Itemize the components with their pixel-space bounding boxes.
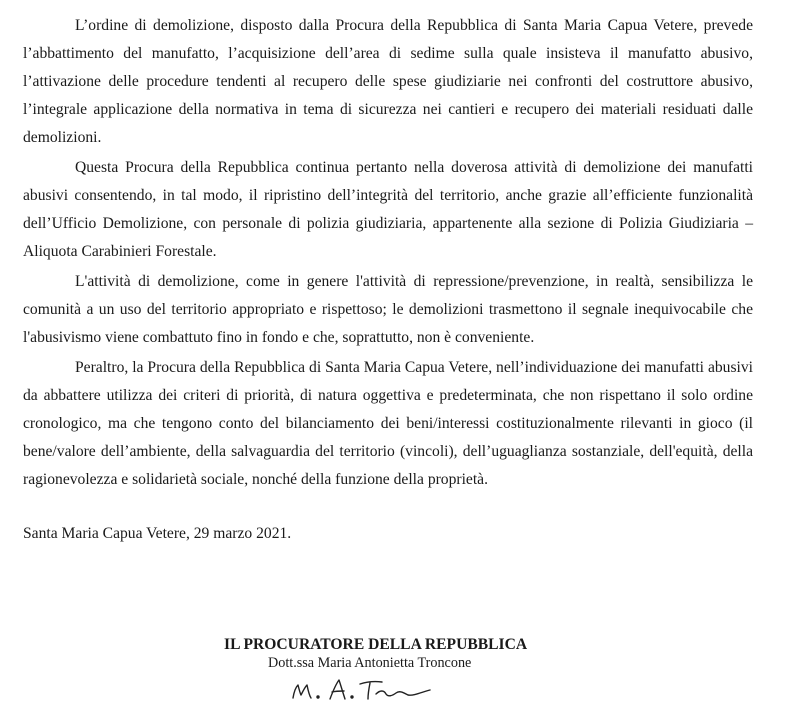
paragraph-demolition-order: L’ordine di demolizione, disposto dalla Procura della Repubblica di Santa Maria Capua Vetere, prevede l’abbattimento del manufatto, l’acquisizione dell’area di sedime sulla quale insisteva il manufatto abusivo, l’attivazione delle procedure tendenti al recupero delle spese giudiziarie nei confronti del costruttore abusivo, l’integrale applicazione della normativa in tema di sicurezza nei cantieri e recupero dei materiali residuati dalle demolizioni. — [23, 17, 753, 146]
paragraph-priority-criteria: Peraltro, la Procura della Repubblica di Santa Maria Capua Vetere, nell’individuazione dei manufatti abusivi da abbattere utilizza dei criteri di priorità, di natura oggettiva e predeterminata, che non rispettano il solo ordine cronologico, ma che tengono conto del bilanciamento dei beni/interessi costituzionalmente rilevanti in gioco (il bene/valore dell’ambiente, della salvaguardia del territorio (vincoli), dell’uguaglianza sostanziale, dell'equità, della ragionevolezza e solidarietà sociale, nonché della funzione della proprietà. — [23, 359, 753, 488]
document-body — [23, 12, 753, 494]
place-and-date: Santa Maria Capua Vetere, 29 marzo 2021. — [23, 525, 292, 542]
signatory-office: IL PROCURATORE DELLA REPUBBLICA — [224, 636, 528, 653]
paragraph-demolition-awareness: L'attività di demolizione, come in genere l'attività di repressione/prevenzione, in realtà, sensibilizza le comunità a un uso del territorio appropriato e rispettoso; le demolizioni trasmettono il segnale inequivocabile che l'abusivismo viene combattuto fino in fondo e che, soprattutto, non è conveniente. — [23, 273, 753, 346]
signatory-name: Dott.ssa Maria Antonietta Troncone — [268, 655, 472, 671]
handwritten-signature — [290, 676, 440, 708]
paragraph-procura-activity: Questa Procura della Repubblica continua pertanto nella doverosa attività di demolizione dei manufatti abusivi consentendo, in tal modo, il ripristino dell’integrità del territorio, anche grazie all’efficiente funzionalità dell’Ufficio Demolizione, con personale di polizia giudiziaria, appartenente alla sezione di Polizia Giudiziaria – Aliquota Carabinieri Forestale. — [23, 159, 753, 260]
